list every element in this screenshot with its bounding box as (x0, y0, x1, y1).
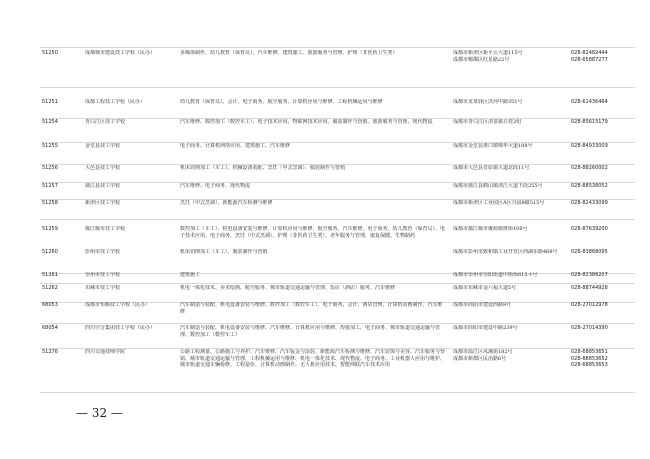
school-majors: 汽车制造与装配、机电设备安装与维修、数控加工（数控车工）、电子商务、会计、酒店管理、计算机动画制作、汽车维修 (180, 302, 443, 315)
school-majors: 机电一体化技术、美术绘画、航空服务、城市轨道交通运输与管理、饭店（酒店）服务、汽车维修 (180, 285, 396, 291)
school-majors: 电子商务、计算机网络应用、建筑施工、汽车维修 (180, 143, 291, 149)
school-majors: 公路工程测量、公路施工与养护、汽车维修、汽车钣金与涂装、新能源汽车检测与维修、汽车装饰与美容、汽车服务与营销、城市轨道交通运输与管理、工程机械运用与维修、机电一体化技术、现代物流、电子商务、工业机器人应用与维护、城市轨道交通车辆检修、工程造价、计算机动画制作、无人机应用技术、智能网联汽车技术应用 (180, 349, 445, 369)
school-code: 68053 (42, 302, 58, 308)
school-address: 成都市简阳市建设西路9号 (453, 302, 512, 308)
school-majors: 汽车维修、数控加工（数控车工）、电子技术应用、物联网技术应用、服装制作与营销、旅游服务与管理、现代物流 (180, 119, 433, 125)
school-majors: 汽车维修、电子商务、现代物流 (180, 183, 251, 189)
school-address: 成都市蒲江县鹤山镇清江大道下段255号 (453, 183, 543, 189)
school-address: 成都市龙泉驿区洪河中路351号 (453, 99, 523, 105)
school-majors: 多媒体制作、幼儿教育（保育员）、汽车维修、建筑施工、旅游服务与管理、护理（非医药卫生类） (180, 50, 398, 56)
school-phone: 028-88538052 (571, 183, 608, 189)
school-name: 都江堰市技工学校 (85, 226, 126, 232)
school-address: 成都市大邑县晋原镇大道北段11号 (453, 165, 530, 171)
school-address: 成都市崇州市崇阳街道中街街615-1号 (453, 272, 538, 278)
school-code: 51256 (42, 165, 58, 171)
school-phone: 028-88260002 (571, 165, 608, 171)
school-name: 成都工程技工学校（民办） (85, 99, 146, 105)
table-row (40, 183, 635, 200)
school-address: 成都市简阳市建设中路239号 (453, 325, 518, 331)
school-name: 崇州市技工学校 (85, 272, 121, 278)
row-divider (40, 219, 635, 220)
row-divider (40, 392, 635, 393)
school-phone: 028-82482444 028-65887277 (571, 50, 608, 63)
school-phone: 028-27014390 (571, 325, 608, 331)
school-phone: 028-61436464 (571, 99, 608, 105)
table-row (40, 249, 635, 274)
school-phone: 028-82433099 (571, 200, 608, 206)
school-address: 成都市青白江区清泉镇五桂2组 (453, 119, 522, 125)
school-code: 51259 (42, 226, 58, 232)
table-row (40, 325, 635, 349)
school-name: 蒲江县技工学校 (85, 183, 121, 189)
school-name: 四川空分集团技工学校（民办） (85, 325, 156, 331)
school-phone: 028-85615179 (571, 119, 608, 125)
school-code: 51251 (42, 99, 58, 105)
table-row (40, 285, 635, 303)
table-row (40, 143, 635, 165)
school-phone: 028-84933009 (571, 143, 608, 149)
school-code: 51250 (42, 50, 58, 56)
table-row (40, 30, 635, 48)
school-code: 68054 (42, 325, 58, 331)
table-row (40, 119, 635, 143)
school-address: 成都市温江区凤溪街182号 成都市新都区民治路6号 (453, 349, 513, 362)
school-phone: 028-27012978 (571, 302, 608, 308)
school-name: 成都城市建设技工学校（民办） (85, 50, 156, 56)
school-phone: 028-82386207 (571, 272, 608, 278)
school-address: 成都市新津区新平云大道115号 成都市郫都区红星路22号 (453, 50, 523, 63)
school-code: 51262 (42, 285, 58, 291)
table-row (40, 200, 635, 220)
page-number: — 32 — (76, 406, 123, 420)
table-row (40, 272, 635, 284)
row-divider (40, 87, 635, 88)
row-divider (40, 47, 635, 48)
school-name: 新津区技工学校 (85, 200, 121, 206)
school-code: 51257 (42, 183, 58, 189)
school-address: 成都市金堂县淮口镇锦华大道188号 (453, 143, 533, 149)
school-name: 四川交通技师学院 (85, 349, 126, 355)
school-name: 金堂县技工学校 (85, 143, 121, 149)
school-phone: 028-68853651 028-68853652 028-68853653 (571, 349, 608, 369)
school-address: 成都市都江堰市聚源镇财街106号 (453, 226, 528, 232)
school-name: 青白江区技工学校 (85, 119, 126, 125)
school-phone: 028-87639200 (571, 226, 608, 232)
school-code: 51255 (42, 143, 58, 149)
school-name: 成都市恒顺技工学校（民办） (85, 302, 151, 308)
school-majors: 幼儿教育（保育员）、会计、电子商务、航空服务、计算机应用与维修、工程机械运用与维修 (180, 99, 383, 105)
school-majors: 汽车制造与装配、机电设备安装与维修、汽车维修、计算机应用与维修、焊接加工、电子商务、城市轨道交通运输与管理、数控加工（数控车工） (180, 325, 441, 338)
row-divider (40, 283, 635, 284)
school-majors: 数控加工（车工）、机电设备安装与维修、计算机应用与维修、航空服务、汽车维修、电子商务、幼儿教育（保育员）、电子技术应用、电子商务、烹饪（中式烹调）、护理（非医药卫生类）、老年服务与管理、康复保健、生物制药 (180, 226, 445, 239)
school-majors: 机床切削加工（车工）、机械设备装配、烹饪（中式烹调）、服装制作与营销 (180, 165, 346, 171)
school-name: 大邑县技工学校 (85, 165, 121, 171)
row-divider (40, 323, 635, 324)
table-row (40, 50, 635, 88)
table-row (40, 99, 635, 119)
school-code: 51258 (42, 200, 58, 206)
school-majors: 建筑施工 (180, 272, 201, 278)
school-name: 邛崃市技工学校 (85, 285, 121, 291)
school-code: 51261 (42, 272, 58, 278)
school-address: 成都市新津区工业园区A区兴园8路515号 (453, 200, 545, 206)
school-code: 51260 (42, 249, 58, 255)
table-row (40, 302, 635, 324)
school-code: 51276 (42, 349, 58, 355)
school-majors: 机床切削加工（车工）、服装制作与营销 (180, 249, 268, 255)
table-row (40, 165, 635, 183)
school-address: 成都市彭州市致和镇工业开发区西湖东路468号 (453, 249, 558, 255)
table-row (40, 349, 635, 393)
school-phone: 028-88744928 (571, 285, 608, 291)
school-name: 彭州市技工学校 (85, 249, 121, 255)
school-phone: 028-83868095 (571, 249, 608, 255)
school-address: 成都市邛崃市金六福大道5号 (453, 285, 517, 291)
school-code: 51254 (42, 119, 58, 125)
school-majors: 烹饪（中式烹调）、新能源汽车检测与维修 (180, 200, 273, 206)
